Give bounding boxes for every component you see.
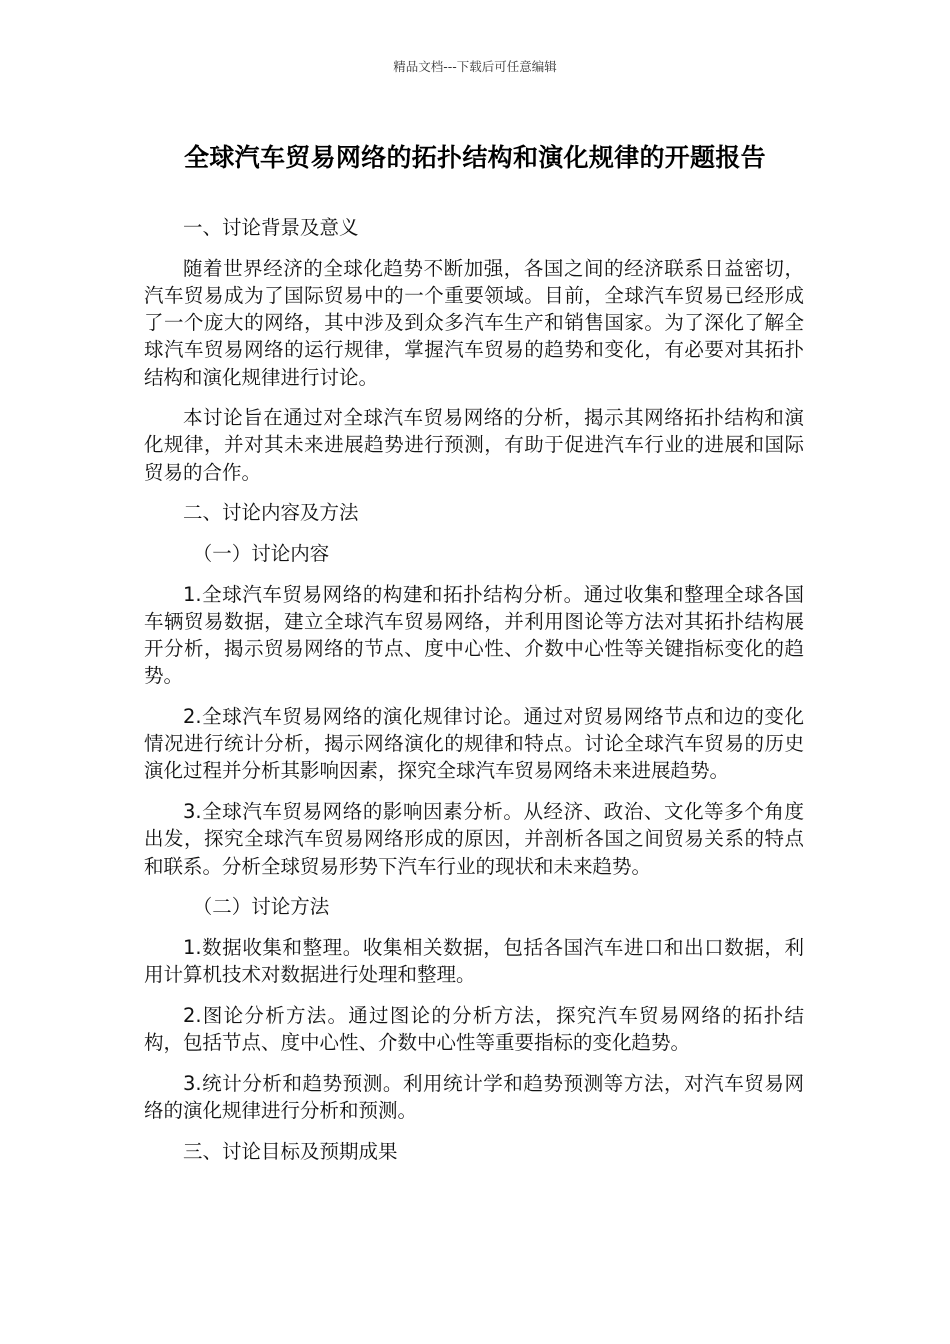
method-item-3: 3.统计分析和趋势预测。利用统计学和趋势预测等方法，对汽车贸易网络的演化规律进行分析和预测。 xyxy=(144,1071,804,1122)
content-item-3: 3.全球汽车贸易网络的影响因素分析。从经济、政治、文化等多个角度出发，探究全球汽车贸易网络形成的原因，并剖析各国之间贸易关系的特点和联系。分析全球贸易形势下汽车行业的现状和未来趋势。 xyxy=(144,800,804,878)
method-item-2: 2.图论分析方法。通过图论的分析方法，探究汽车贸易网络的拓扑结构，包括节点、度中心性、介数中心性等重要指标的变化趋势。 xyxy=(144,1003,804,1055)
subheading-content: （一）讨论内容 xyxy=(192,542,330,566)
section-heading-content-methods: 二、讨论内容及方法 xyxy=(183,501,359,525)
content-item-1: 1.全球汽车贸易网络的构建和拓扑结构分析。通过收集和整理全球各国车辆贸易数据，建立全球汽车贸易网络，并利用图论等方法对其拓扑结构展开分析，揭示贸易网络的节点、度中心性、介数中心性等关键指标变化的趋势。 xyxy=(144,582,804,688)
page-header: 精品文档---下载后可任意编辑 xyxy=(393,59,557,74)
document-title: 全球汽车贸易网络的拓扑结构和演化规律的开题报告 xyxy=(184,143,766,172)
section-heading-background: 一、讨论背景及意义 xyxy=(183,216,359,239)
paragraph-purpose: 本讨论旨在通过对全球汽车贸易网络的分析，揭示其网络拓扑结构和演化规律，并对其未来进展趋势进行预测，有助于促进汽车行业的进展和国际贸易的合作。 xyxy=(144,406,804,484)
content-item-2: 2.全球汽车贸易网络的演化规律讨论。通过对贸易网络节点和边的变化情况进行统计分析，揭示网络演化的规律和特点。讨论全球汽车贸易的历史演化过程并分析其影响因素，探究全球汽车贸易网络未来进展趋势。 xyxy=(144,705,804,783)
method-item-1: 1.数据收集和整理。收集相关数据，包括各国汽车进口和出口数据，利用计算机技术对数据进行处理和整理。 xyxy=(144,935,804,987)
document-body xyxy=(144,214,804,1178)
subheading-methods: （二）讨论方法 xyxy=(192,895,330,919)
section-heading-goals: 三、讨论目标及预期成果 xyxy=(183,1139,398,1163)
paragraph-background: 随着世界经济的全球化趋势不断加强，各国之间的经济联系日益密切，汽车贸易成为了国际贸易中的一个重要领域。目前，全球汽车贸易已经形成了一个庞大的网络，其中涉及到众多汽车生产和销售国家。为了深化了解全球汽车贸易网络的运行规律，掌握汽车贸易的趋势和变化，有必要对其拓扑结构和演化规律进行讨论。 xyxy=(144,256,804,389)
